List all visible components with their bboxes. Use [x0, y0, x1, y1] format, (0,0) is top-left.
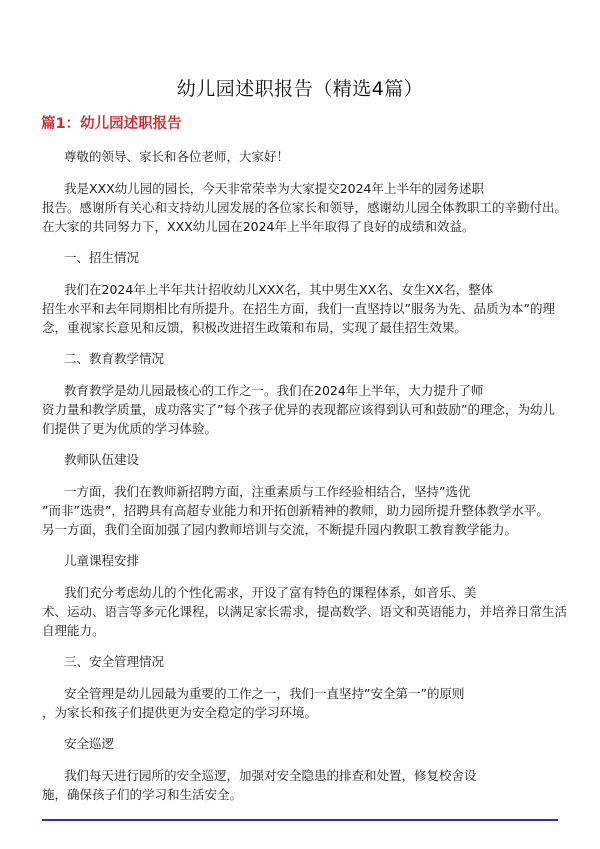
- curriculum-paragraph: [42, 583, 568, 640]
- paragraph-line: 施，确保孩子们的学习和生活安全。: [42, 786, 243, 802]
- patrol-paragraph: [42, 766, 562, 804]
- document-body: [42, 147, 568, 816]
- section-heading: 篇1：幼儿园述职报告: [41, 116, 182, 132]
- paragraph-line: 们提供了更为优质的学习体验。: [42, 420, 218, 436]
- teaching-paragraph: [42, 381, 562, 438]
- paragraph-line: 我们每天进行园所的安全巡逻，加强对安全隐患的排查和处置，修复校舍设: [64, 767, 477, 783]
- paragraph-line: 我是XXX幼儿园的园长，今天非常荣幸为大家提交2024年上半年的园务述职: [64, 180, 485, 196]
- enrollment-paragraph: [42, 280, 562, 337]
- paragraph-line: 招生水平和去年同期相比有所提升。在招生方面，我们一直坚持以”服务为先、品质为本”的理: [42, 300, 555, 316]
- paragraph-line: 教育教学是幼儿园最核心的工作之一。我们在2024年上半年，大力提升了师: [64, 382, 484, 398]
- paragraph-line: ”而非”选贵”，招聘具有高超专业能力和开拓创新精神的教师，助力园所提升整体教学水平。: [42, 502, 549, 518]
- paragraph-line: 念，重视家长意见和反馈，积极改进招生政策和布局，实现了最佳招生效果。: [42, 319, 468, 335]
- safety-paragraph: [42, 684, 562, 722]
- footer-divider: [42, 819, 558, 821]
- paragraph-line: 自理能力。: [42, 622, 105, 638]
- paragraph-line: 术、运动、语言等多元化课程，以满足家长需求，提高数学、语文和英语能力，并培养日常生活: [42, 603, 568, 619]
- paragraph-line: 安全管理是幼儿园最为重要的工作之一，我们一直坚持”安全第一”的原则: [64, 685, 465, 701]
- paragraph-line: 报告。感谢所有关心和支持幼儿园发展的各位家长和领导，感谢幼儿园全体教职工的辛勤付出。: [42, 199, 568, 215]
- paragraph-line: 在大家的共同努力下，XXX幼儿园在2024年上半年取得了良好的成绩和效益。: [42, 218, 475, 234]
- paragraph-line: ，为家长和孩子们提供更为安全稳定的学习环境。: [42, 704, 318, 720]
- intro-paragraph: [42, 179, 568, 236]
- paragraph-line: 我们充分考虑幼儿的个性化需求，开设了富有特色的课程体系，如音乐、美: [64, 584, 477, 600]
- safety-heading: 三、安全管理情况: [64, 654, 165, 669]
- paragraph-line: 一方面，我们在教师新招聘方面，注重素质与工作经验相结合，坚持”选优: [64, 483, 471, 499]
- teaching-heading: 二、教育教学情况: [64, 351, 165, 366]
- staff-heading: 教师队伍建设: [64, 452, 140, 467]
- paragraph-line: 资力量和教学质量，成功落实了”每个孩子优异的表现都应该得到认可和鼓励”的理念，为幼儿: [42, 401, 555, 417]
- paragraph-line: 尊敬的领导、家长和各位老师，大家好！: [64, 149, 290, 164]
- document-title: 幼儿园述职报告（精选4篇）: [176, 78, 424, 100]
- staff-paragraph: [42, 482, 562, 539]
- patrol-heading: 安全巡逻: [64, 736, 115, 751]
- enrollment-heading: 一、招生情况: [64, 250, 140, 265]
- curriculum-heading: 儿童课程安排: [64, 553, 140, 568]
- greeting-paragraph: [42, 147, 562, 166]
- paragraph-line: 另一方面，我们全面加强了园内教师培训与交流，不断提升园内教职工教育教学能力。: [42, 521, 518, 537]
- paragraph-line: 我们在2024年上半年共计招收幼儿XXX名，其中男生XX名、女生XX名，整体: [64, 281, 494, 297]
